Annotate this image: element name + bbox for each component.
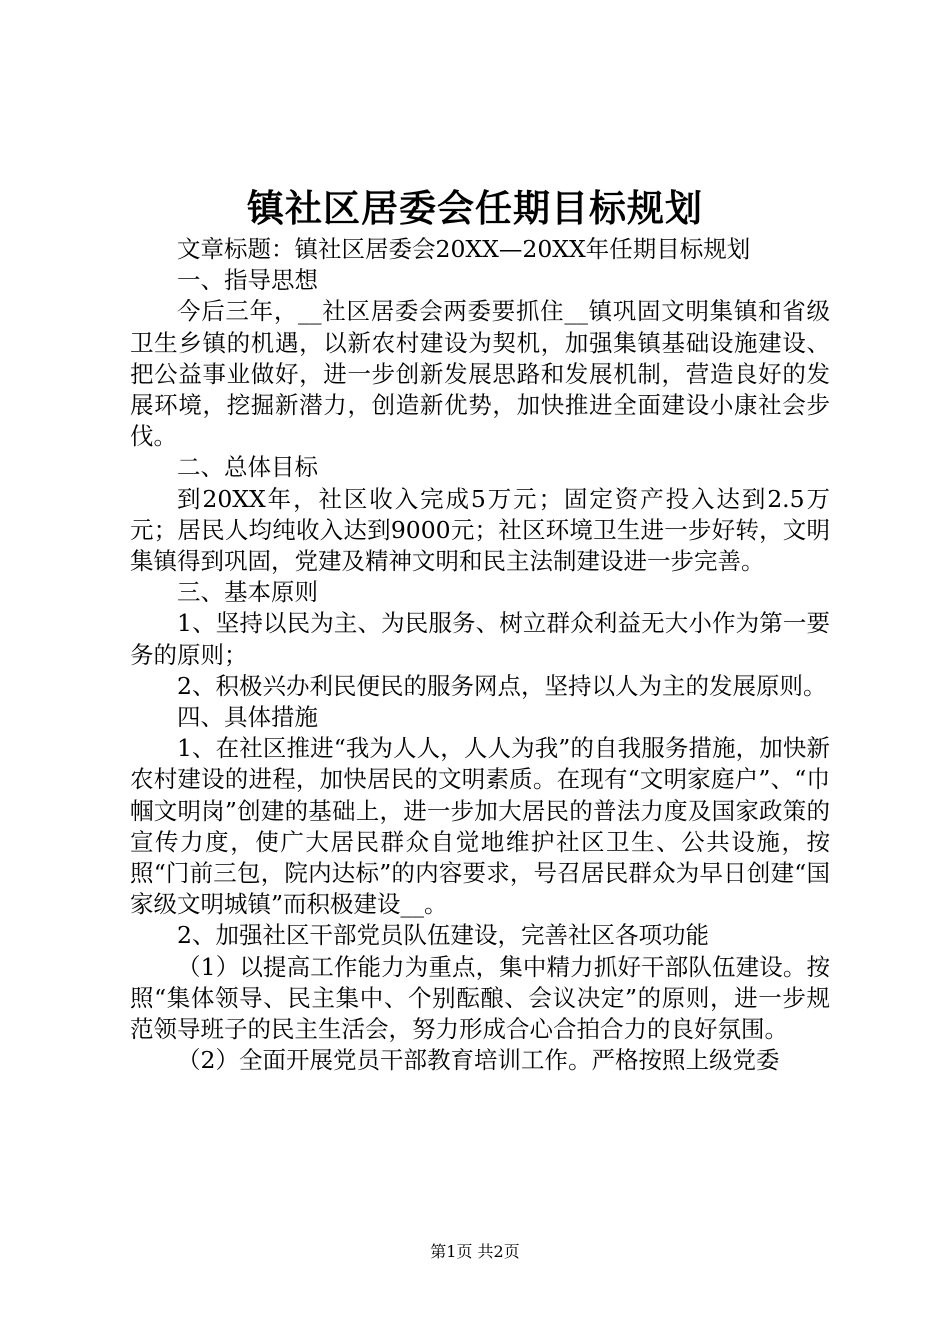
section-heading-basic-principles: 三、基本原则 [177,578,318,607]
section-heading-overall-goals: 二、总体目标 [177,453,318,482]
page-footer [0,1241,950,1263]
page-number-indicator: 第1页 共2页 [430,1242,520,1261]
paragraph-measure-2: 2、加强社区干部党员队伍建设，完善社区各项功能 [177,921,709,950]
article-title-line: 文章标题：镇社区居委会20XX—20XX年任期目标规划 [177,235,751,263]
paragraph-principle-1: 1、坚持以民为主、为民服务、树立群众利益无大小作为第一要务的原则； [130,609,830,669]
document-title: 镇社区居委会任期目标规划 [247,186,703,230]
paragraph-guiding-ideology: 今后三年，__社区居委会两委要抓住__镇巩固文明集镇和省级卫生乡镇的机遇，以新农村建设为契机，加强集镇基础设施建设、把公益事业做好，进一步创新发展思路和发展机制，营造良好的发展环境，挖掘新潜力，创造新优势，加快推进全面建设小康社会步伐。 [130,297,830,451]
section-heading-specific-measures: 四、具体措施 [177,703,318,732]
paragraph-measure-2-item-1: （1）以提高工作能力为重点，集中精力抓好干部队伍建设。按照“集体领导、民主集中、个别酝酿、会议决定”的原则，进一步规范领导班子的民主生活会，努力形成合心合拍合力的良好氛围。 [130,952,830,1044]
paragraph-measure-1: 1、在社区推进“我为人人，人人为我”的自我服务措施，加快新农村建设的进程，加快居民的文明素质。在现有“文明家庭户”、“巾帼文明岗”创建的基础上，进一步加大居民的普法力度及国家政策的宣传力度，使广大居民群众自觉地维护社区卫生、公共设施，按照“门前三包，院内达标”的内容要求，号召居民群众为早日创建“国家级文明城镇”而积极建设__。 [130,734,830,919]
section-heading-guiding-ideology: 一、指导思想 [177,266,318,295]
paragraph-measure-2-item-2: （2）全面开展党员干部教育培训工作。严格按照上级党委 [177,1046,780,1075]
document-body [130,234,830,1076]
paragraph-overall-goals: 到20XX年，社区收入完成5万元；固定资产投入达到2.5万元；居民人均纯收入达到9000元；社区环境卫生进一步好转，文明集镇得到巩固，党建及精神文明和民主法制建设进一步完善。 [130,484,830,576]
paragraph-principle-2: 2、积极兴办利民便民的服务网点，坚持以人为主的发展原则。 [177,671,827,700]
